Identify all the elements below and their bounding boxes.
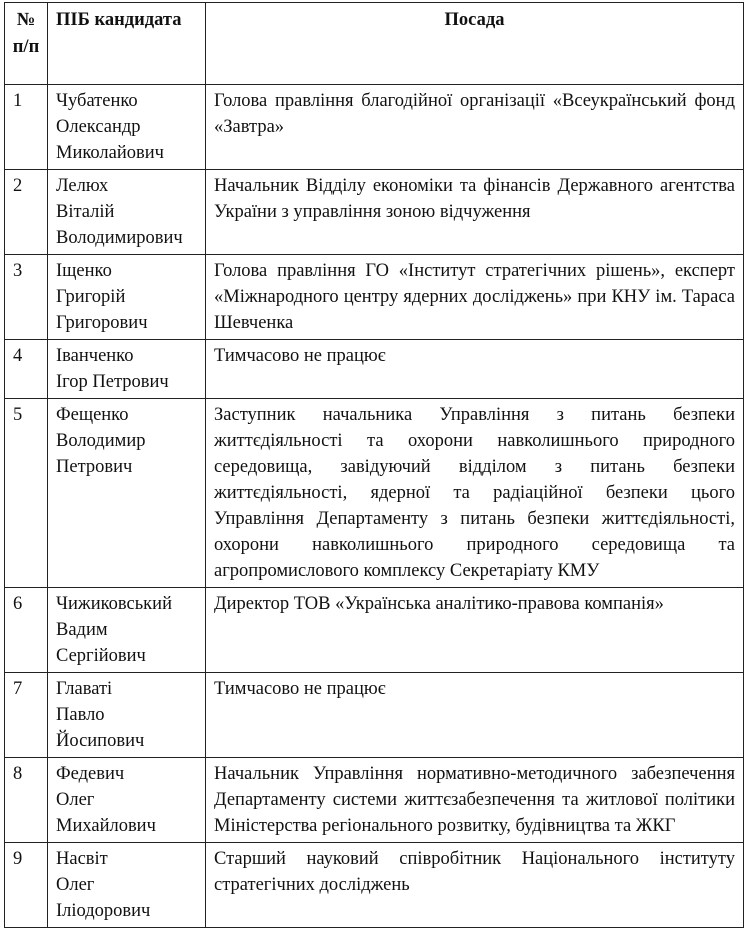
surname: Федевич [56, 764, 125, 784]
row-number: 9 [5, 843, 48, 928]
candidate-position: Голова правління благодійної організації «Всеукраїнський фонд «Завтра» [206, 85, 744, 170]
table-header-row [5, 3, 744, 85]
given-name: Віталій [56, 202, 115, 222]
surname: Іванченко [56, 346, 134, 366]
patronymic: Сергійович [56, 646, 146, 666]
row-number: 7 [5, 673, 48, 758]
candidate-position: Голова правління ГО «Інститут стратегічних рішень», експерт «Міжнародного центру ядерних досліджень» при КНУ ім. Тараса Шевченка [206, 255, 744, 340]
row-number: 4 [5, 340, 48, 399]
table-row [5, 399, 744, 588]
given-name-patronymic: Ігор Петрович [56, 372, 169, 392]
row-number: 6 [5, 588, 48, 673]
candidate-position: Директор ТОВ «Українська аналітико-правова компанія» [206, 588, 744, 673]
row-number: 3 [5, 255, 48, 340]
candidate-name [48, 340, 206, 399]
row-number: 1 [5, 85, 48, 170]
given-name: Олег [56, 790, 95, 810]
candidate-name [48, 588, 206, 673]
candidate-name [48, 255, 206, 340]
surname: Главаті [56, 679, 113, 699]
header-number: № п/п [5, 3, 48, 85]
given-name: Володимир [56, 431, 146, 451]
candidates-table [4, 2, 744, 928]
table-row [5, 673, 744, 758]
candidate-name [48, 170, 206, 255]
surname: Чижиковський [56, 594, 172, 614]
row-number: 5 [5, 399, 48, 588]
table-row [5, 340, 744, 399]
surname: Іщенко [56, 261, 112, 281]
surname: Насвіт [56, 849, 108, 869]
patronymic: Миколайович [56, 143, 164, 163]
candidate-position: Тимчасово не працює [206, 673, 744, 758]
surname: Лелюх [56, 176, 109, 196]
candidate-position: Начальник Управління нормативно-методичного забезпечення Департаменту системи життєзабезпечення та житлової політики Міністерства регіонального розвитку, будівництва та ЖКГ [206, 758, 744, 843]
patronymic: Йосипович [56, 731, 145, 751]
patronymic: Петрович [56, 457, 133, 477]
candidate-name [48, 843, 206, 928]
candidate-position: Начальник Відділу економіки та фінансів Державного агентства України з управління зоною відчуження [206, 170, 744, 255]
table-row [5, 843, 744, 928]
candidate-name [48, 399, 206, 588]
table-row [5, 588, 744, 673]
candidate-name [48, 673, 206, 758]
table-row [5, 758, 744, 843]
table-row [5, 255, 744, 340]
candidate-name [48, 758, 206, 843]
patronymic: Григорович [56, 313, 148, 333]
given-name: Павло [56, 705, 105, 725]
candidate-name [48, 85, 206, 170]
candidate-position: Старший науковий співробітник Національного інституту стратегічних досліджень [206, 843, 744, 928]
row-number: 8 [5, 758, 48, 843]
given-name: Григорій [56, 287, 126, 307]
candidate-position: Тимчасово не працює [206, 340, 744, 399]
header-name: ПІБ кандидата [48, 3, 206, 85]
given-name: Олександр [56, 117, 141, 137]
patronymic: Михайлович [56, 816, 156, 836]
row-number: 2 [5, 170, 48, 255]
header-position: Посада [206, 3, 744, 85]
patronymic: Володимирович [56, 228, 183, 248]
patronymic: Іліодорович [56, 901, 151, 921]
given-name: Вадим [56, 620, 108, 640]
given-name: Олег [56, 875, 95, 895]
table-row [5, 85, 744, 170]
surname: Чубатенко [56, 91, 138, 111]
candidate-position: Заступник начальника Управління з питань безпеки життєдіяльності та охорони навколишнього природного середовища, завідуючий відділом з питань безпеки життєдіяльності, ядерної та радіаційної безпеки цього Управління Департаменту з питань безпеки життєдіяльності, охорони навколишнього природного середовища та агропромислового комплексу Секретаріату КМУ [206, 399, 744, 588]
table-row [5, 170, 744, 255]
surname: Фещенко [56, 405, 129, 425]
